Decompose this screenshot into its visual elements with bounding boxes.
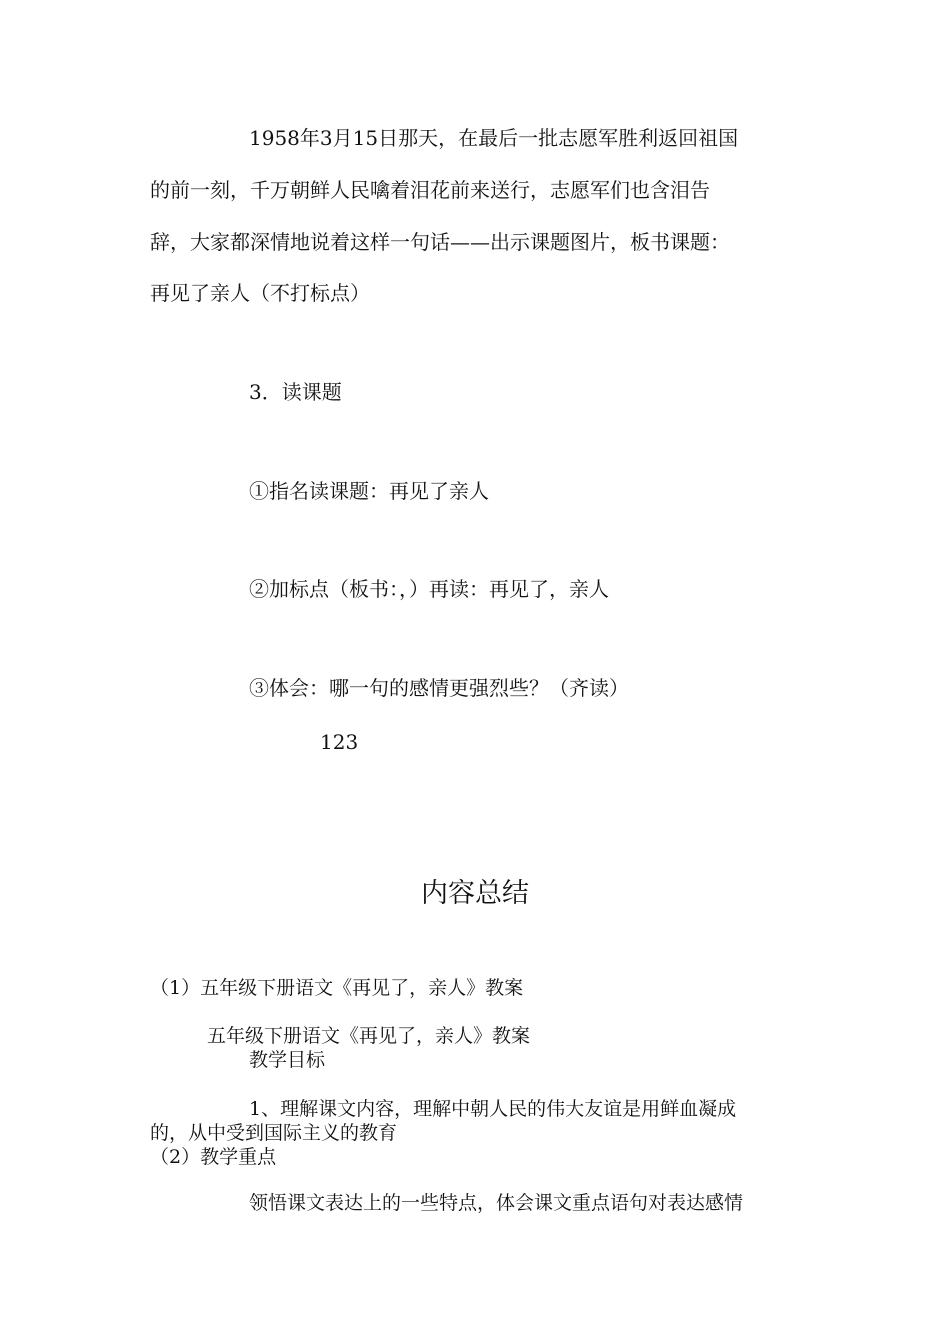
step-code: 123 xyxy=(320,730,359,754)
summary-subtitle: 五年级下册语文《再见了，亲人》教案 xyxy=(207,1025,531,1047)
step-item: ③体会：哪一句的感情更强烈些？（齐读） xyxy=(249,676,629,700)
paragraph-line: 辞，大家都深情地说着这样一句话——出示课题图片，板书课题： xyxy=(150,230,730,254)
summary-item: （2）教学重点 xyxy=(150,1146,277,1168)
step-title: 3．读课题 xyxy=(249,380,342,404)
step-item: ②加标点（板书：，）再读：再见了，亲人 xyxy=(249,577,609,601)
objective-line: 的，从中受到国际主义的教育 xyxy=(150,1122,398,1144)
section-heading: 内容总结 xyxy=(421,878,529,909)
summary-item: （1）五年级下册语文《再见了，亲人》教案 xyxy=(150,977,524,999)
paragraph-line: 的前一刻，千万朝鲜人民噙着泪花前来送行，志愿军们也含泪告 xyxy=(150,178,710,202)
step-item: ①指名读课题：再见了亲人 xyxy=(249,479,489,503)
paragraph-line: 再见了亲人（不打标点） xyxy=(150,281,370,305)
paragraph-line: 1958年3月15日那天，在最后一批志愿军胜利返回祖国 xyxy=(249,126,739,150)
objective-line: 1、理解课文内容，理解中朝人民的伟大友谊是用鲜血凝成 xyxy=(249,1098,737,1120)
objective-label: 教学目标 xyxy=(249,1049,326,1071)
summary-text: 领悟课文表达上的一些特点，体会课文重点语句对表达感情 xyxy=(249,1192,744,1214)
